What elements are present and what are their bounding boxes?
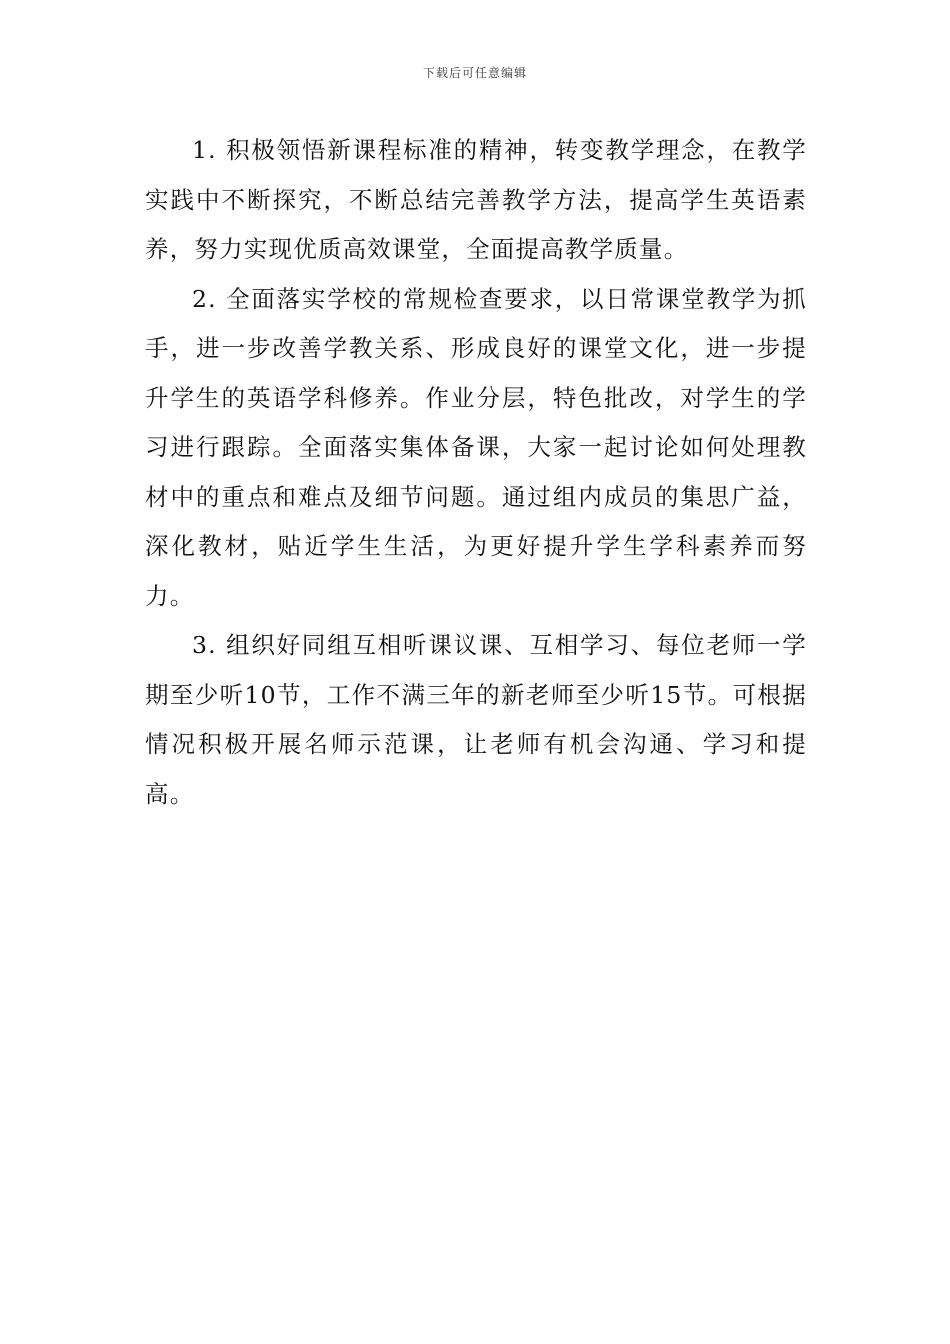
paragraph-item-1: 1. 积极领悟新课程标准的精神，转变教学理念，在教学实践中不断探究，不断总结完善教学方法，提高学生英语素养，努力实现优质高效课堂，全面提高教学质量。 — [145, 136, 807, 263]
paragraph-item-3: 3. 组织好同组互相听课议课、互相学习、每位老师一学期至少听10节，工作不满三年的新老师至少听15节。可根据情况积极开展名师示范课，让老师有机会沟通、学习和提高。 — [145, 631, 807, 808]
page-header: 下载后可任意编辑 — [422, 66, 527, 80]
document-body — [145, 126, 807, 819]
paragraph-item-2: 2. 全面落实学校的常规检查要求，以日常课堂教学为抓手，进一步改善学教关系、形成良好的课堂文化，进一步提升学生的英语学科修养。作业分层，特色批改，对学生的学习进行跟踪。全面落实集体备课，大家一起讨论如何处理教材中的重点和难点及细节问题。通过组内成员的集思广益，深化教材，贴近学生生活，为更好提升学生学科素养而努力。 — [145, 284, 807, 610]
